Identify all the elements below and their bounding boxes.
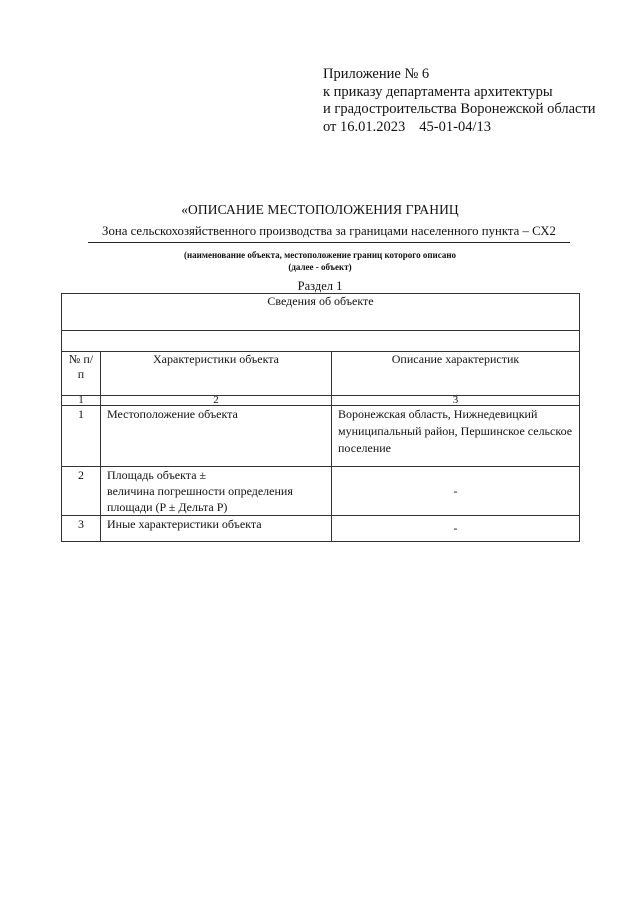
- table-empty-cell: [62, 331, 580, 352]
- row-characteristic: [101, 467, 332, 516]
- appendix-line-3: и градостроительства Воронежской области: [323, 101, 596, 117]
- table-row: [62, 467, 580, 516]
- table-header-row: [62, 294, 580, 331]
- row-description: Воронежская область, Нижнедевицкий муниципальный район, Першинское сельское поселение: [332, 406, 580, 467]
- table-column-numbers: [62, 396, 580, 406]
- row-characteristic: Местоположение объекта: [101, 406, 332, 467]
- appendix-date: от 16.01.2023: [323, 118, 406, 135]
- row-num: 1: [62, 406, 101, 467]
- row-characteristic: Иные характеристики объекта: [101, 516, 332, 542]
- row-num: 2: [62, 467, 101, 516]
- object-info-table: [61, 293, 580, 542]
- row-characteristic-line-1: Площадь объекта ±: [107, 468, 207, 482]
- row-characteristic-line-2: величина погрешности определения площади (P ± Дельта P): [107, 484, 293, 514]
- column-number-3: 3: [332, 396, 580, 406]
- zone-name: Зона сельскохозяйственного производства за границами населенного пункта – СХ2: [88, 224, 570, 243]
- table-row: [62, 516, 580, 542]
- appendix-block: [323, 66, 596, 136]
- section-label: Раздел 1: [297, 279, 343, 293]
- column-header-description: Описание характеристик: [332, 352, 580, 396]
- column-header-num: № п/п: [62, 352, 101, 396]
- row-description: -: [332, 516, 580, 542]
- column-number-1: 1: [62, 396, 101, 406]
- document-title: «ОПИСАНИЕ МЕСТОПОЛОЖЕНИЯ ГРАНИЦ: [181, 202, 459, 217]
- table-empty-row: [62, 331, 580, 352]
- table-row: [62, 406, 580, 467]
- appendix-line-2: к приказу департамента архитектуры: [323, 83, 553, 100]
- appendix-order-number: 45-01-04/13: [419, 118, 491, 135]
- object-note-line-2: (далее - объект): [288, 262, 352, 272]
- table-header: Сведения об объекте: [62, 294, 580, 331]
- column-number-2: 2: [101, 396, 332, 406]
- object-note: [0, 249, 640, 273]
- row-num: 3: [62, 516, 101, 542]
- appendix-line-1: Приложение № 6: [323, 66, 430, 82]
- table-column-headers: [62, 352, 580, 396]
- column-header-characteristic: Характеристики объекта: [101, 352, 332, 396]
- row-description: -: [332, 467, 580, 516]
- object-note-line-1: (наименование объекта, местоположение границ которого описано: [183, 250, 457, 260]
- appendix-date-line: [323, 119, 596, 137]
